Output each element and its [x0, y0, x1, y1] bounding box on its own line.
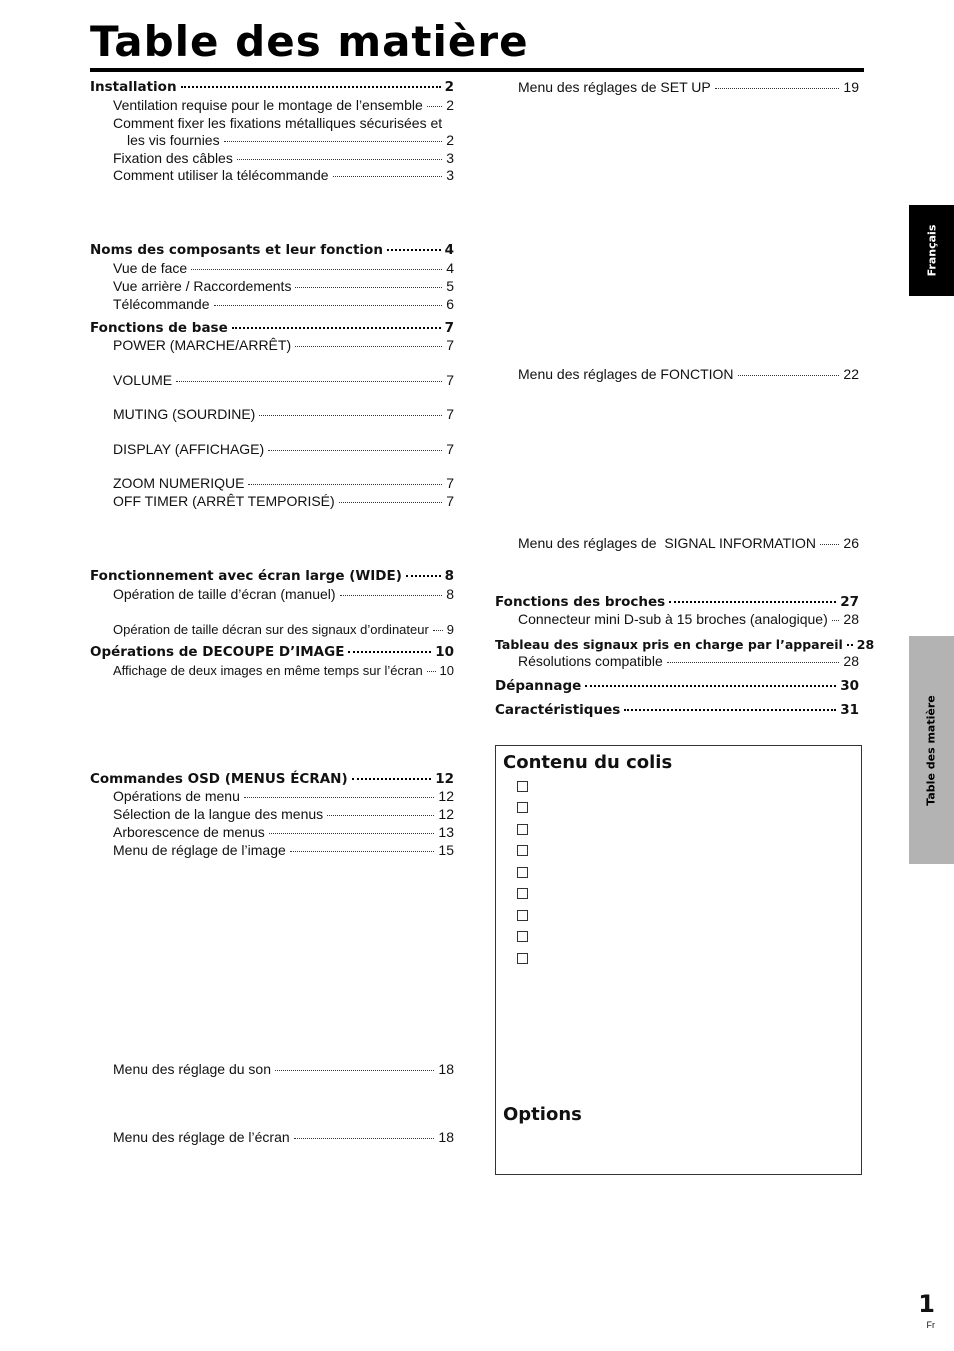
toc-page: 7: [444, 320, 454, 336]
toc-label: Caractéristiques: [495, 702, 621, 718]
dot-leader: [406, 575, 441, 577]
toc-label: Menu des réglages de SET UP: [518, 79, 711, 95]
dot-leader: [820, 544, 839, 545]
toc-label: Dépannage: [495, 678, 582, 694]
dot-leader: [244, 797, 435, 798]
checkbox[interactable]: [517, 910, 528, 921]
toc-entry[interactable]: [113, 824, 454, 841]
toc-entry[interactable]: [113, 296, 454, 313]
toc-entry[interactable]: [518, 79, 859, 96]
checkbox[interactable]: [517, 867, 528, 878]
toc-label: ZOOM NUMERIQUE: [113, 475, 245, 491]
toc-label: Affichage de deux images en même temps sur l’écran: [113, 663, 423, 678]
toc-entry[interactable]: [113, 278, 454, 295]
toc-page: 3: [446, 167, 454, 183]
dot-leader: [259, 415, 442, 416]
dot-leader: [214, 305, 443, 306]
dot-leader: [585, 685, 836, 687]
toc-entry[interactable]: [113, 167, 454, 184]
dot-leader: [237, 159, 442, 160]
toc-label: Fonctions des broches: [495, 594, 666, 610]
checkbox[interactable]: [517, 824, 528, 835]
toc-entry[interactable]: [127, 132, 454, 149]
page-title: Table des matière: [90, 17, 529, 66]
dot-leader: [269, 833, 435, 834]
toc-label: Vue de face: [113, 260, 188, 276]
toc-page: 12: [438, 788, 454, 804]
toc-page: 27: [840, 594, 859, 610]
checkbox[interactable]: [517, 931, 528, 942]
dot-leader: [832, 620, 840, 621]
language-tab-label: Français: [925, 224, 939, 277]
toc-entry[interactable]: [113, 1129, 454, 1146]
toc-page: 2: [446, 132, 454, 148]
toc-label: Opérations de DECOUPE D’IMAGE: [90, 644, 345, 660]
toc-page: 28: [856, 637, 875, 652]
toc-label: Vue arrière / Raccordements: [113, 278, 292, 294]
checkbox[interactable]: [517, 953, 528, 964]
checkbox[interactable]: [517, 802, 528, 813]
checkbox[interactable]: [517, 845, 528, 856]
toc-page: 6: [446, 296, 454, 312]
toc-entry-decoupe[interactable]: [90, 644, 454, 661]
toc-page: 8: [444, 568, 454, 584]
toc-label: Fonctions de base: [90, 320, 228, 336]
dot-leader: [290, 851, 435, 852]
dot-leader: [847, 644, 853, 646]
toc-page: 15: [438, 842, 454, 858]
dot-leader: [295, 287, 442, 288]
toc-entry[interactable]: [113, 372, 454, 389]
dot-leader: [248, 484, 442, 485]
toc-entry[interactable]: [113, 337, 454, 354]
toc-label: Fonctionnement avec écran large (WIDE): [90, 568, 402, 584]
section-tab: [909, 636, 954, 864]
toc-page: 2: [444, 79, 454, 95]
toc-label: Menu des réglage du son: [113, 1061, 271, 1077]
toc-entry[interactable]: [113, 97, 454, 114]
toc-page: 28: [843, 611, 859, 627]
toc-entry[interactable]: [113, 788, 454, 805]
toc-entry[interactable]: [518, 366, 859, 383]
checkbox[interactable]: [517, 888, 528, 899]
toc-page: 18: [438, 1129, 454, 1145]
toc-label: MUTING (SOURDINE): [113, 406, 256, 422]
toc-page: 7: [446, 406, 454, 422]
toc-entry-broches[interactable]: [495, 594, 859, 611]
toc-page: 19: [843, 79, 859, 95]
toc-label: Télécommande: [113, 296, 210, 312]
toc-label: Installation: [90, 79, 177, 95]
toc-page: 8: [446, 586, 454, 602]
dot-leader: [191, 269, 442, 270]
toc-entry[interactable]: [113, 1061, 454, 1078]
toc-page: 5: [446, 278, 454, 294]
toc-entry[interactable]: [113, 493, 454, 510]
toc-entry-wide[interactable]: [90, 568, 454, 585]
toc-entry[interactable]: [518, 535, 859, 552]
dot-leader: [340, 595, 443, 596]
toc-page: 31: [840, 702, 859, 718]
toc-page: 7: [446, 337, 454, 353]
dot-leader: [624, 709, 836, 711]
toc-label: Commandes OSD (MENUS ÉCRAN): [90, 771, 348, 787]
toc-label: OFF TIMER (ARRÊT TEMPORISÉ): [113, 493, 335, 509]
toc-page: 18: [438, 1061, 454, 1077]
toc-label: Opération de taille décran sur des signaux d’ordinateur: [113, 622, 429, 637]
toc-page: 4: [446, 260, 454, 276]
toc-label: Résolutions compatible: [518, 653, 663, 669]
toc-page: 9: [446, 622, 454, 637]
dot-leader: [333, 176, 443, 177]
toc-entry[interactable]: [113, 586, 454, 603]
dot-leader: [433, 630, 443, 631]
checkbox[interactable]: [517, 781, 528, 792]
language-tab: [909, 205, 954, 296]
toc-label: Opération de taille d’écran (manuel): [113, 586, 336, 602]
dot-leader: [295, 346, 442, 347]
toc-page: 7: [446, 475, 454, 491]
dot-leader: [224, 141, 443, 142]
toc-label: Fixation des câbles: [113, 150, 233, 166]
options-heading: Options: [503, 1104, 582, 1125]
toc-entry[interactable]: [113, 806, 454, 823]
toc-page: 7: [446, 372, 454, 388]
toc-label: POWER (MARCHE/ARRÊT): [113, 337, 292, 353]
title-rule: [90, 68, 864, 72]
toc-entry[interactable]: [113, 406, 454, 423]
toc-label: Ventilation requise pour le montage de l’ensemble: [113, 97, 423, 113]
toc-entry-installation[interactable]: [90, 79, 454, 96]
toc-label: Comment utiliser la télécommande: [113, 167, 329, 183]
dot-leader: [715, 88, 840, 89]
toc-entry-osd[interactable]: [90, 771, 454, 788]
toc-page: 13: [438, 824, 454, 840]
toc-label: Arborescence de menus: [113, 824, 265, 840]
toc-page: 10: [439, 663, 454, 678]
toc-page: 28: [843, 653, 859, 669]
toc-page: 4: [444, 242, 454, 258]
section-tab-label: Table des matière: [925, 694, 939, 806]
toc-entry[interactable]: [113, 662, 454, 679]
dot-leader: [667, 662, 840, 663]
toc-entry[interactable]: [113, 475, 454, 492]
dot-leader: [232, 327, 441, 329]
dot-leader: [294, 1138, 435, 1139]
toc-label: VOLUME: [113, 372, 173, 388]
dot-leader: [427, 671, 436, 672]
contents-heading: Contenu du colis: [503, 752, 673, 773]
toc-entry[interactable]: [518, 653, 859, 670]
toc-page: 22: [843, 366, 859, 382]
dot-leader: [738, 375, 840, 376]
dot-leader: [348, 651, 431, 653]
toc-page: 12: [438, 806, 454, 822]
toc-entry[interactable]: [113, 260, 454, 277]
toc-label: Menu des réglages de SIGNAL INFORMATION: [518, 535, 816, 551]
toc-entry-composants[interactable]: [90, 242, 454, 259]
dot-leader: [339, 502, 443, 503]
toc-entry-caracteristiques[interactable]: [495, 702, 859, 719]
toc-page: 10: [435, 644, 454, 660]
toc-label: Connecteur mini D-sub à 15 broches (analogique): [518, 611, 828, 627]
toc-entry[interactable]: [113, 842, 454, 859]
dot-leader: [352, 778, 432, 780]
toc-page: 12: [435, 771, 454, 787]
dot-leader: [387, 249, 441, 251]
toc-page: 7: [446, 441, 454, 457]
toc-entry-fonctions-base[interactable]: [90, 320, 454, 337]
dot-leader: [669, 601, 836, 603]
page-language-code: Fr: [926, 1320, 935, 1330]
toc-page: 2: [446, 97, 454, 113]
dot-leader: [327, 815, 434, 816]
toc-entry[interactable]: [113, 441, 454, 458]
package-contents-box: [495, 745, 862, 1175]
dot-leader: [181, 86, 441, 88]
toc-entry[interactable]: [113, 621, 454, 638]
dot-leader: [176, 381, 442, 382]
toc-label: DISPLAY (AFFICHAGE): [113, 441, 265, 457]
dot-leader: [427, 106, 442, 107]
toc-entry-continued[interactable]: Comment fixer les fixations métalliques sécurisées et: [113, 115, 443, 131]
toc-label: Opérations de menu: [113, 788, 240, 804]
toc-label: Menu de réglage de l’image: [113, 842, 286, 858]
page-number: 1: [918, 1290, 935, 1318]
toc-entry-signaux[interactable]: [495, 636, 875, 653]
dot-leader: [268, 450, 442, 451]
dot-leader: [275, 1070, 434, 1071]
toc-label: Tableau des signaux pris en charge par l’appareil: [495, 637, 843, 652]
toc-page: 26: [843, 535, 859, 551]
toc-page: 30: [840, 678, 859, 694]
toc-label: Menu des réglages de FONCTION: [518, 366, 734, 382]
toc-label: Sélection de la langue des menus: [113, 806, 324, 822]
toc-page: 3: [446, 150, 454, 166]
toc-label: Menu des réglage de l’écran: [113, 1129, 290, 1145]
toc-page: 7: [446, 493, 454, 509]
toc-entry[interactable]: [518, 611, 859, 628]
toc-label: les vis fournies: [127, 132, 220, 148]
toc-label: Noms des composants et leur fonction: [90, 242, 383, 258]
toc-entry-depannage[interactable]: [495, 678, 859, 695]
toc-entry[interactable]: [113, 150, 454, 167]
